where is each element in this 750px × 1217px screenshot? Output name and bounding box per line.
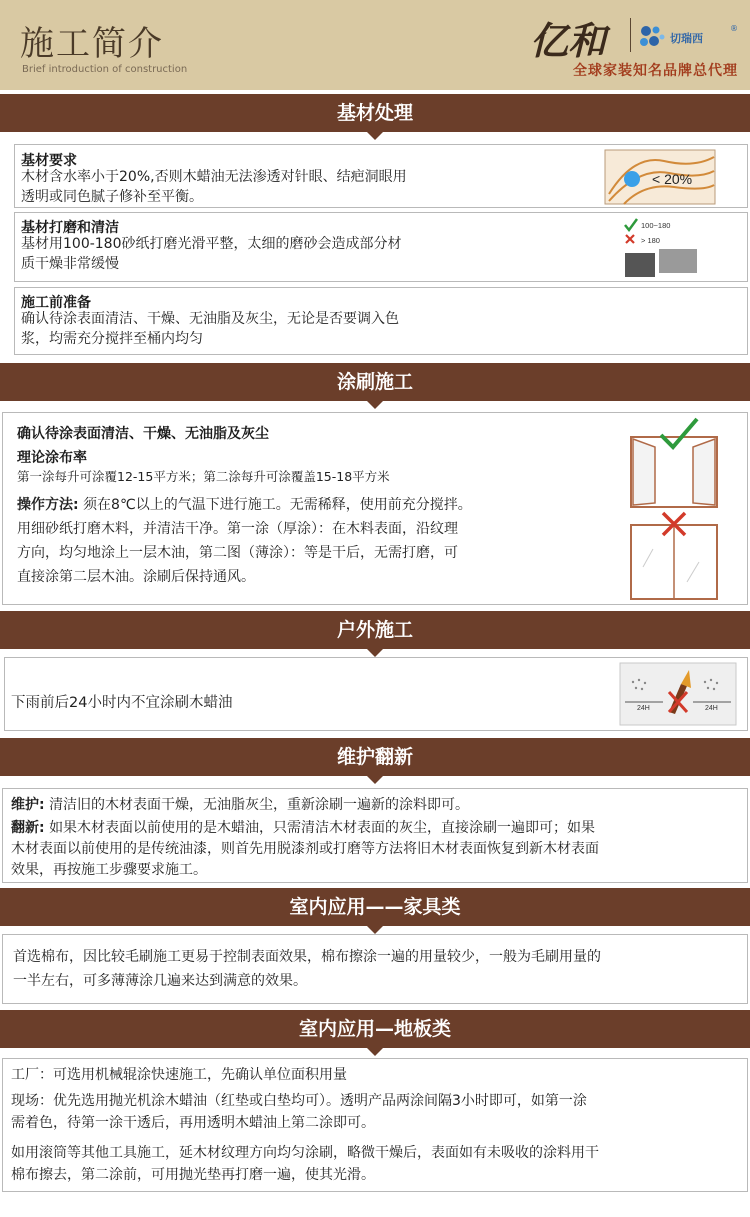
block-text: 木材含水率小于20%,否则木蜡油无法渗透对针眼、结疤洞眼用: [21, 169, 407, 185]
section-bar-floor: [0, 1010, 750, 1048]
block-title: 基材要求: [21, 153, 77, 169]
sub-brand-name: 切瑞西: [670, 32, 703, 45]
coverage-heading: 理论涂布率: [17, 450, 87, 466]
furniture-block: [2, 934, 748, 1004]
block-text: 质干燥非常缓慢: [21, 256, 119, 272]
section-title: 室内应用——家具类: [289, 896, 461, 918]
floor-factory-text: 工厂：可选用机械辊涂快速施工，先确认单位面积用量: [11, 1067, 347, 1083]
section-title: 室内应用—地板类: [298, 1018, 451, 1040]
section-bar-furniture: [0, 888, 750, 926]
brand-tagline: 全球家装知名品牌总代理: [573, 63, 738, 79]
section-title: 基材处理: [336, 102, 413, 124]
moisture-under-20-icon: [604, 149, 716, 205]
label-24h-left: 24H: [637, 705, 650, 712]
brand-block: [518, 10, 738, 80]
substrate-requirement-block: [14, 144, 748, 208]
floor-other-text: 如用滚筒等其他工具施工，延木材纹理方向均匀涂刷，略微干燥后，表面如有未吸收的涂料用干: [11, 1145, 599, 1161]
registered-mark: ®: [730, 24, 738, 33]
renovate-label: 翻新:: [11, 820, 45, 836]
moisture-label: < 20%: [652, 171, 693, 187]
sub-brand-logo: [638, 22, 738, 52]
floor-site-text: 需着色，待第一涂干透后，再用透明木蜡油上第二涂即可。: [11, 1115, 375, 1131]
maintain-label: 维护:: [11, 797, 45, 813]
maintenance-block: [2, 788, 748, 883]
furniture-text: 首选棉布，因比较毛刷施工更易于控制表面效果，棉布擦涂一遍的用量较少，一般为毛刷用量的: [13, 949, 601, 965]
block-title: 施工前准备: [21, 295, 91, 311]
renovate-text: 如果木材表面以前使用的是木蜡油，只需清洁木材表面的灰尘，直接涂刷一遍即可；如果: [49, 820, 596, 836]
painting-heading: 确认待涂表面清洁、干燥、无油脂及灰尘: [17, 426, 269, 442]
brand-divider: [630, 18, 631, 52]
section-title: 维护翻新: [336, 746, 413, 768]
sandpaper-grit-icon: [621, 215, 701, 279]
sanding-block: [14, 212, 748, 282]
section-bar-painting: [0, 363, 750, 401]
section-bar-substrate: [0, 94, 750, 132]
floor-block: [2, 1058, 748, 1192]
rain-24h-icon: [619, 662, 737, 726]
block-text: 基材用100-180砂纸打磨光滑平整，太细的磨砂会造成部分材: [21, 236, 402, 252]
section-title: 户外施工: [336, 619, 413, 641]
preparation-block: [14, 287, 748, 355]
page-header: [0, 0, 750, 90]
ventilation-window-icon: [627, 417, 721, 603]
method-label: 操作方法:: [17, 497, 79, 513]
maintain-text: 清洁旧的木材表面干燥，无油脂灰尘，重新涂刷一遍新的涂料即可。: [49, 797, 470, 813]
block-title: 基材打磨和清洁: [21, 220, 119, 236]
method-text: 须在8℃以上的气温下进行施工。无需稀释，使用前充分搅拌。: [83, 497, 472, 513]
dots-logo-icon: [638, 24, 668, 50]
outdoor-block: [4, 657, 748, 731]
page-title: 施工简介: [20, 24, 164, 64]
outdoor-text: 下雨前后24小时内不宜涂刷木蜡油: [11, 695, 233, 711]
floor-site-text: 现场：优先选用抛光机涂木蜡油（红垫或白垫均可）。透明产品两涂间隔3小时即可，如第一涂: [11, 1093, 587, 1109]
brand-logo: 亿和: [530, 19, 607, 63]
method-text: 直接涂第二层木油。涂刷后保持通风。: [17, 569, 255, 585]
renovate-text: 木材表面以前使用的是传统油漆，则首先用脱漆剂或打磨等方法将旧木材表面恢复到新木材表面: [11, 841, 599, 857]
coverage-rate: 第一涂每升可涂覆12-15平方米；第二涂每升可涂覆盖15-18平方米: [17, 469, 390, 484]
grit-bad-label: > 180: [641, 236, 660, 245]
method-text: 用细砂纸打磨木料，并清洁干净。第一涂（厚涂）：在木料表面，沿纹理: [17, 521, 458, 537]
block-text: 确认待涂表面清洁、干燥、无油脂及灰尘，无论是否要调入色: [21, 311, 399, 327]
furniture-text: 一半左右，可多薄薄涂几遍来达到满意的效果。: [13, 973, 307, 989]
section-title: 涂刷施工: [336, 371, 413, 393]
floor-other-text: 棉布擦去，第二涂前，可用抛光垫再打磨一遍，使其光滑。: [11, 1167, 375, 1183]
section-bar-maintenance: [0, 738, 750, 776]
section-bar-outdoor: [0, 611, 750, 649]
method-text: 方向，均匀地涂上一层木油，第二图（薄涂）：等是干后，无需打磨，可: [17, 545, 458, 561]
page-subtitle: Brief introduction of construction: [22, 64, 188, 75]
renovate-text: 效果，再按施工步骤要求施工。: [11, 862, 207, 878]
painting-block: [2, 412, 748, 605]
block-text: 透明或同色腻子修补至平衡。: [21, 189, 203, 205]
block-text: 浆，均需充分搅拌至桶内均匀: [21, 331, 203, 347]
label-24h-right: 24H: [705, 705, 718, 712]
grit-good-label: 100~180: [641, 221, 671, 230]
